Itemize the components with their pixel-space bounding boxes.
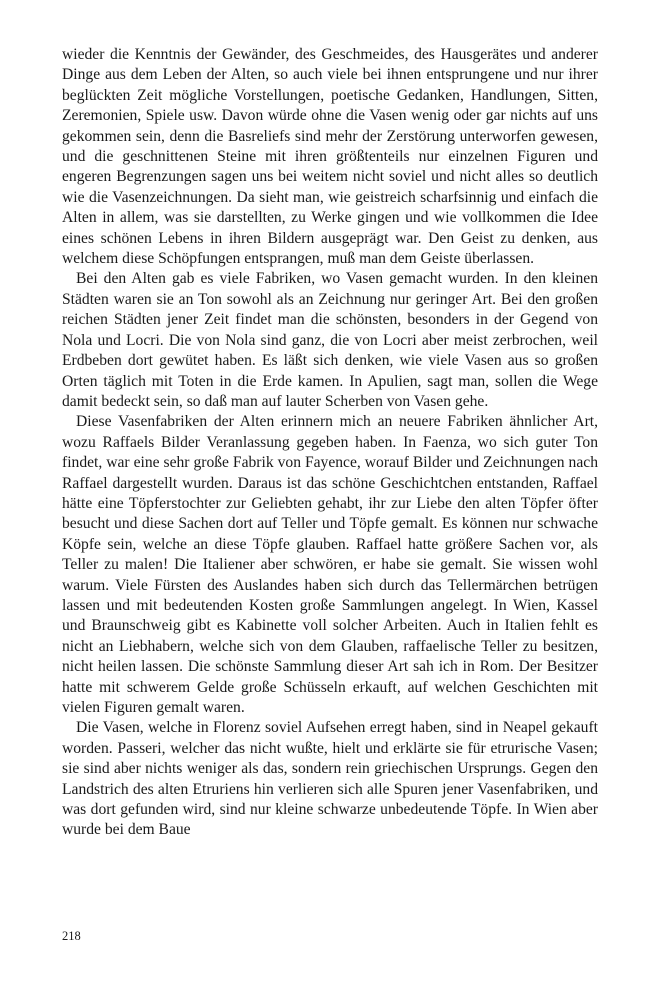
paragraph-1: wieder die Kenntnis der Gewänder, des Geschmeides, des Hausgerätes und anderer Dinge aus dem Leben der Alten, so auch viele bei ihnen entsprungene und nur ihrer beglückten Zeit mögliche Vorstellungen, poetische Gedanken, Handlungen, Sitten, Zeremonien, Spiele usw. Davon würde ohne die Vasen wenig oder gar nichts auf uns gekommen sein, denn die Basreliefs sind mehr der Zerstörung unterworfen gewesen, und die geschnittenen Steine mit ihren größtenteils nur einzelnen Figuren und engeren Begrenzungen sagen uns bei weitem nicht soviel und nicht alles so deutlich wie die Vasenzeichnungen. Da sieht man, wie geistreich scharfsinnig und einfach die Alten in allem, was sie darstellten, zu Werke gingen und wie vollkommen die Idee eines schönen Lebens in ihren Bildern ausgeprägt war. Den Geist zu denken, aus welchem diese Schöpfungen entsprangen, muß man dem Geiste überlassen. bbox=[62, 46, 598, 268]
page-number: 218 bbox=[62, 929, 81, 943]
paragraph-2: Bei den Alten gab es viele Fabriken, wo Vasen gemacht wurden. In den kleinen Städten waren sie an Ton sowohl als an Zeichnung nur geringer Art. Bei den großen reichen Städten jener Zeit findet man die schönsten, besonders in der Gegend von Nola und Locri. Die von Nola sind ganz, die von Locri aber meist zerbrochen, weil Erdbeben dort gewütet haben. Es läßt sich denken, wie viele Vasen aus so großen Orten täglich mit Toten in die Erde kamen. In Apulien, sagt man, sollen die Wege damit bedeckt sein, so daß man auf lauter Scherben von Vasen gehe. bbox=[62, 270, 598, 410]
paragraph-4: Die Vasen, welche in Florenz soviel Aufsehen erregt haben, sind in Neapel gekauft worden. Passeri, welcher das nicht wußte, hielt und erklärte sie für etrurische Vasen; sie sind aber nichts weniger als das, sondern rein griechischen Ursprungs. Gegen den Landstrich des alten Etruriens hin verlieren sich alle Spuren jener Vasenfabriken, und was dort gefunden wird, sind nur kleine schwarze unbedeutende Töpfe. In Wien aber wurde bei dem Baue bbox=[62, 719, 598, 839]
paragraph-3: Diese Vasenfabriken der Alten erinnern mich an neuere Fabriken ähnlicher Art, wozu Raffaels Bilder Veranlassung gegeben haben. In Faenza, wo sich guter Ton findet, war eine sehr große Fabrik von Fayence, worauf Bilder und Zeichnungen nach Raffael dargestellt wurden. Daraus ist das schöne Geschichtchen entstanden, Raffael hätte eine Töpferstochter zur Geliebten gehabt, ihr zur Liebe den alten Töpfer öfter besucht und diese Sachen dort auf Teller und Töpfe gemalt. Es können nur schwache Köpfe sein, welche an diese Töpfe glauben. Raffael hatte größere Sachen vor, als Teller zu malen! Die Italiener aber schwören, er habe sie gemalt. Sie wissen wohl warum. Viele Fürsten des Auslandes haben sich durch das Tellermärchen betrügen lassen und mit bedeutenden Kosten große Sammlungen angelegt. In Wien, Kassel und Braunschweig gibt es Kabinette voll solcher Arbeiten. Auch in Italien fehlt es nicht an Liebhabern, welche sich von dem Glauben, raffaelische Teller zu besitzen, nicht heilen lassen. Die schönste Sammlung dieser Art sah ich in Rom. Der Besitzer hatte mit schwerem Gelde große Schüsseln erkauft, auf welchen Geschichten mit vielen Figuren gemalt waren. bbox=[62, 413, 598, 716]
page-body bbox=[62, 45, 598, 841]
